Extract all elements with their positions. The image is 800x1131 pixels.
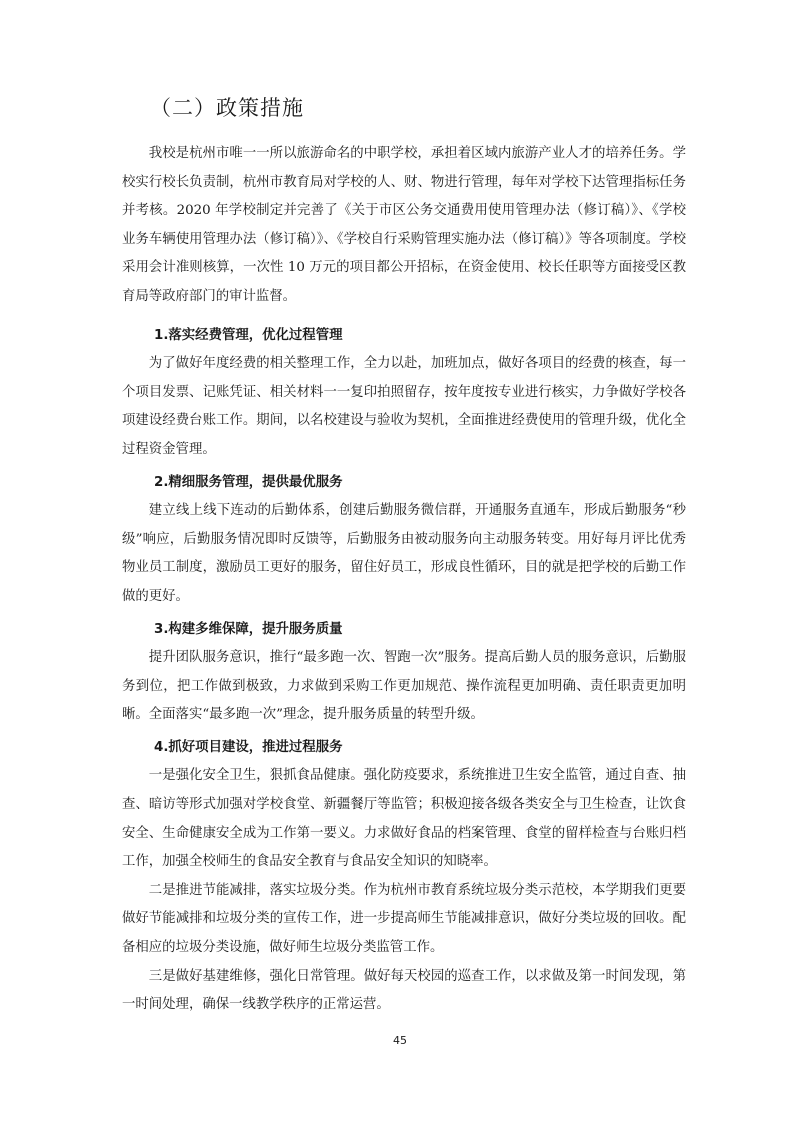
- subsection-heading: 3.构建多维保障，提升服务质量: [154, 621, 343, 637]
- body-paragraph: 为了做好年度经费的相关整理工作，全力以赴，加班加点，做好各项目的经费的核查，每一个项目发票、记账凭证、相关材料一一复印拍照留存，按年度按专业进行核实，力争做好学校各项建设经费台账工作。期间，以名校建设与验收为契机，全面推进经费使用的管理升级，优化全过程资金管理。: [122, 356, 686, 457]
- subsection-4: [122, 734, 686, 1020]
- subsection-1: [122, 322, 686, 465]
- body-paragraph: 二是推进节能减排，落实垃圾分类。作为杭州市教育系统垃圾分类示范校，本学期我们更要做好节能减排和垃圾分类的宣传工作，进一步提高师生节能减排意识，做好分类垃圾的回收。配备相应的垃圾分类设施，做好师生垃圾分类监管工作。: [122, 882, 686, 956]
- section-title: （二）政策措施: [150, 96, 304, 120]
- subsection-2: [122, 469, 686, 612]
- subsection-heading: 1.落实经费管理，优化过程管理: [154, 327, 343, 343]
- subsection-3: [122, 616, 686, 730]
- document-body: [122, 140, 686, 1020]
- body-paragraph: 提升团队服务意识，推行“最多跑一次、智跑一次”服务。提高后勤人员的服务意识，后勤服务到位，把工作做到极致，力求做到采购工作更加规范、操作流程更加明确、责任职责更加明晰。全面落实“最多跑一次”理念，提升服务质量的转型升级。: [122, 650, 686, 723]
- subsection-heading: 4.抓好项目建设，推进过程服务: [154, 739, 343, 755]
- subsection-heading: 2.精细服务管理，提供最优服务: [154, 474, 343, 490]
- intro-paragraph: 我校是杭州市唯一一所以旅游命名的中职学校，承担着区域内旅游产业人才的培养任务。学校实行校长负责制，杭州市教育局对学校的人、财、物进行管理，每年对学校下达管理指标任务并考核。2020 年学校制定并完善了《关于市区公务交通费用使用管理办法（修订稿）》、《学校业务车辆使用管理办法（修订稿）》、《学校自行采购管理实施办法（修订稿）》等各项制度。学校采用会计准则核算，一次性 10 万元的项目都公开招标，在资金使用、校长任职等方面接受区教育局等政府部门的审计监督。: [122, 146, 686, 304]
- body-paragraph: 建立线上线下连动的后勤体系，创建后勤服务微信群，开通服务直通车，形成后勤服务“秒级”响应，后勤服务情况即时反馈等，后勤服务由被动服务向主动服务转变。用好每月评比优秀物业员工制度，激励员工更好的服务，留住好员工，形成良性循环，目的就是把学校的后勤工作做的更好。: [122, 503, 686, 604]
- page-number: 45: [393, 1034, 407, 1047]
- body-paragraph: 三是做好基建维修，强化日常管理。做好每天校园的巡查工作，以求做及第一时间发现，第一时间处理，确保一线教学秩序的正常运营。: [122, 968, 686, 1013]
- body-paragraph: 一是强化安全卫生，狠抓食品健康。强化防疫要求，系统推进卫生安全监管，通过自查、抽查、暗访等形式加强对学校食堂、新疆餐厅等监管；积极迎接各级各类安全与卫生检查，让饮食安全、生命健康安全成为工作第一要义。力求做好食品的档案管理、食堂的留样检查与台账归档工作，加强全校师生的食品安全教育与食品安全知识的知晓率。: [122, 768, 686, 870]
